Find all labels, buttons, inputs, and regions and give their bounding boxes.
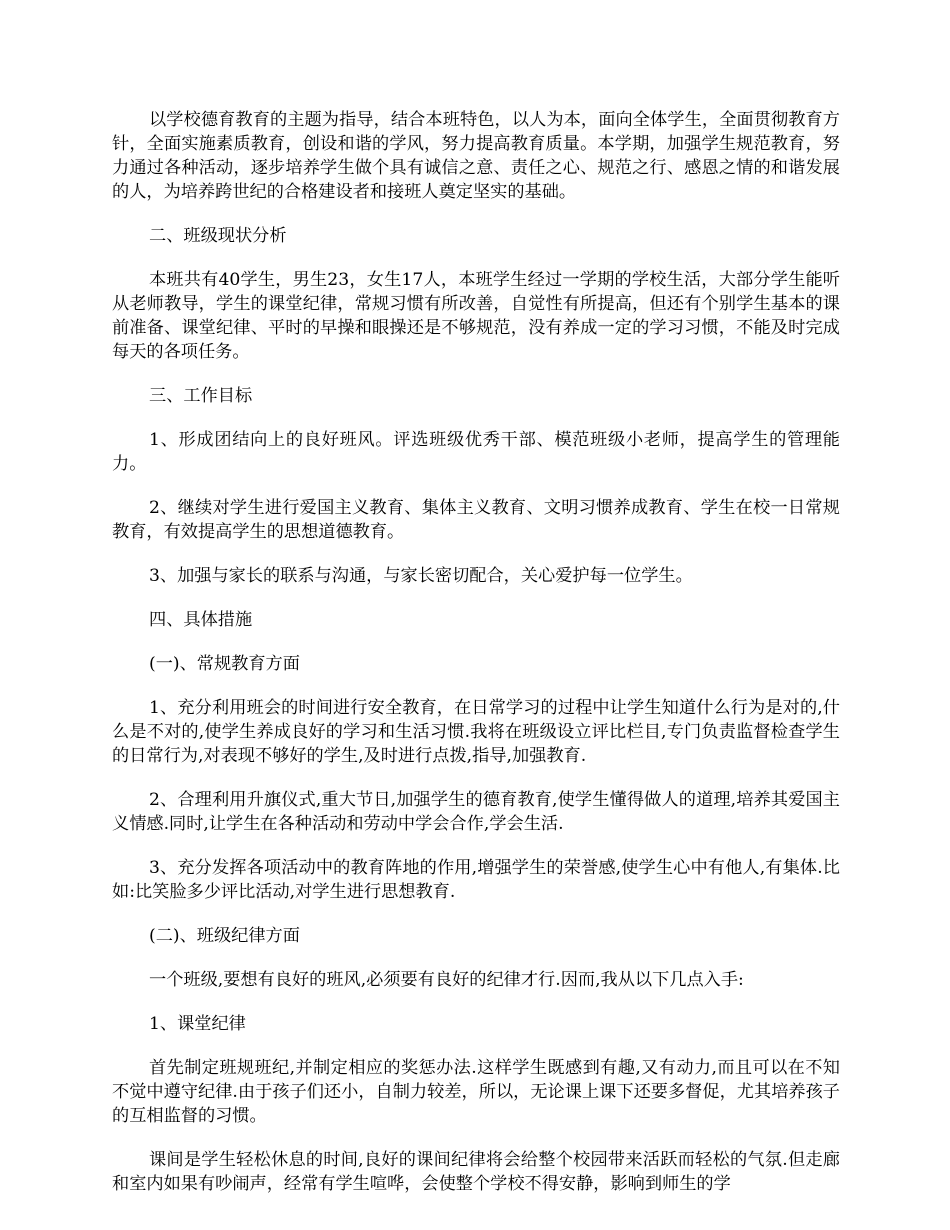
routine-item-2: 2、合理利用升旗仪式,重大节日,加强学生的德育教育,使学生懂得做人的道理,培养其爱国主义情感.同时,让学生在各种活动和劳动中学会合作,学会生活. xyxy=(112,790,840,834)
routine-item-3: 3、充分发挥各项活动中的教育阵地的作用,增强学生的荣誉感,使学生心中有他人,有集体.比如:比笑脸多少评比活动,对学生进行思想教育. xyxy=(112,858,840,902)
goal-item-2: 2、继续对学生进行爱国主义教育、集体主义教育、文明习惯养成教育、学生在校一日常规教育，有效提高学生的思想道德教育。 xyxy=(112,498,840,542)
document-body xyxy=(112,108,840,1216)
classroom-discipline-paragraph: 首先制定班规班纪,并制定相应的奖惩办法.这样学生既感到有趣,又有动力,而且可以在不知不觉中遵守纪律.由于孩子们还小，自制力较差，所以，无论课上课下还要多督促，尤其培养孩子的互相监督的习惯。 xyxy=(112,1058,840,1126)
goal-item-1: 1、形成团结向上的良好班风。评选班级优秀干部、模范班级小老师，提高学生的管理能力。 xyxy=(112,430,840,474)
intro-paragraph: 以学校德育教育的主题为指导，结合本班特色，以人为本，面向全体学生，全面贯彻教育方针，全面实施素质教育，创设和谐的学风，努力提高教育质量。本学期，加强学生规范教育，努力通过各种活动，逐步培养学生做个具有诚信之意、责任之心、规范之行、感恩之情的和谐发展的人，为培养跨世纪的合格建设者和接班人奠定坚实的基础。 xyxy=(112,110,840,202)
break-time-paragraph: 课间是学生轻松休息的时间,良好的课间纪律将会给整个校园带来活跃而轻松的气氛.但走廊和室内如果有吵闹声，经常有学生喧哗，会使整个学校不得安静，影响到师生的学 xyxy=(112,1150,840,1194)
subheading-routine-education: (一)、常规教育方面 xyxy=(149,654,300,674)
routine-item-1: 1、充分利用班会的时间进行安全教育，在日常学习的过程中让学生知道什么行为是对的,什么是不对的,使学生养成良好的学习和生活习惯.我将在班级设立评比栏目,专门负责监督检查学生的日常行为,对表现不够好的学生,及时进行点拨,指导,加强教育. xyxy=(112,698,840,766)
section-heading-work-goals: 三、工作目标 xyxy=(149,386,253,406)
discipline-intro-paragraph: 一个班级,要想有良好的班风,必须要有良好的纪律才行.因而,我从以下几点入手: xyxy=(149,970,744,990)
goal-item-3: 3、加强与家长的联系与沟通，与家长密切配合，关心爱护每一位学生。 xyxy=(149,566,693,586)
section-heading-measures: 四、具体措施 xyxy=(149,610,253,630)
subheading-class-discipline: (二)、班级纪律方面 xyxy=(149,926,300,946)
class-status-paragraph: 本班共有40学生，男生23，女生17人，本班学生经过一学期的学校生活，大部分学生能听从老师教导，学生的课堂纪律，常规习惯有所改善，自觉性有所提高，但还有个别学生基本的课前准备、课堂纪律、平时的早操和眼操还是不够规范，没有养成一定的学习习惯，不能及时完成每天的各项任务。 xyxy=(112,270,840,362)
section-heading-class-status: 二、班级现状分析 xyxy=(149,226,287,246)
discipline-item-classroom: 1、课堂纪律 xyxy=(149,1014,246,1034)
